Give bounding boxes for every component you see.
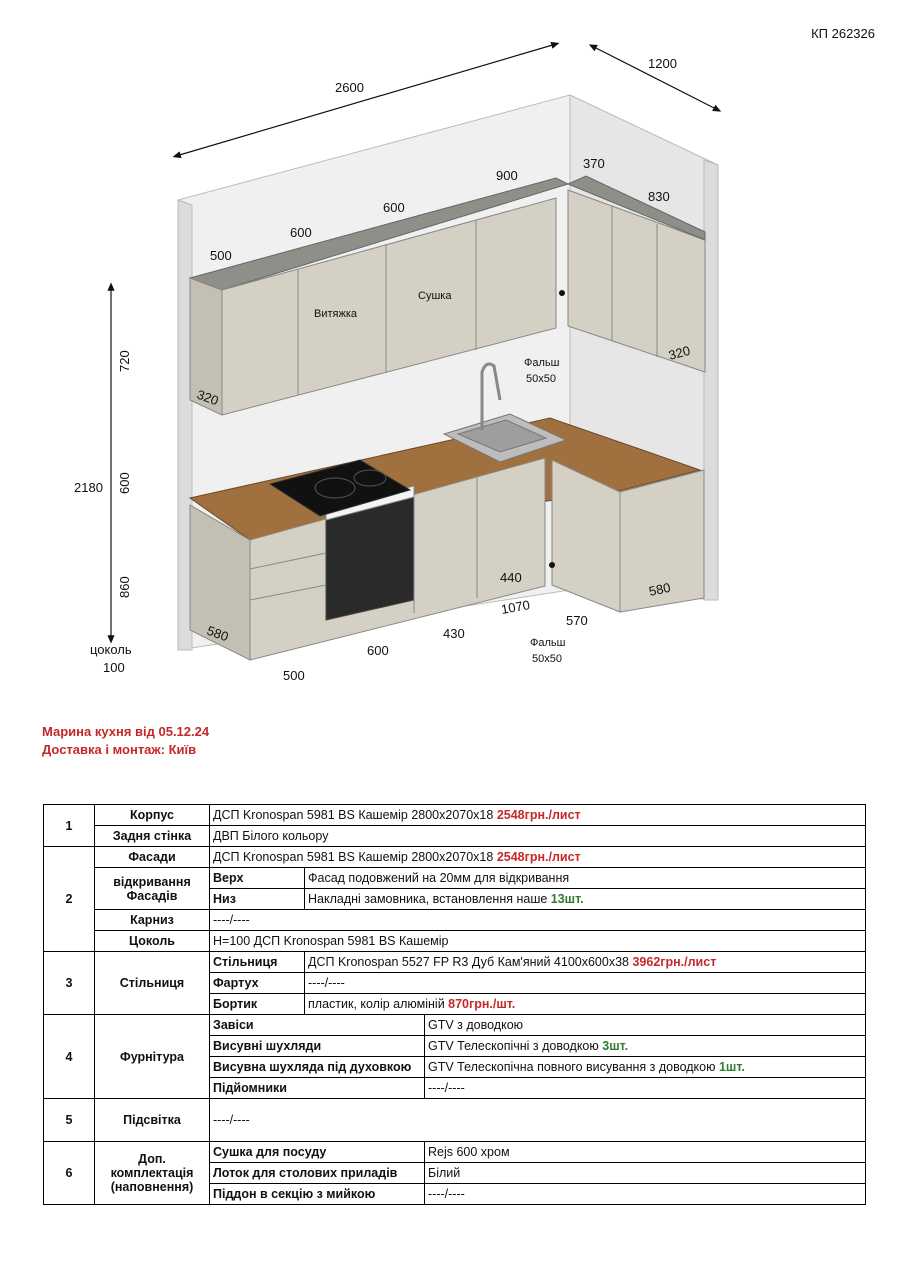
qty-text: 3шт. — [602, 1039, 629, 1053]
dim-height-600: 600 — [117, 472, 132, 494]
value-cell — [210, 847, 866, 868]
value-text: ДСП Kronospan 5981 BS Кашемір 2800х2070х18 — [213, 850, 497, 864]
dim-upper-600a: 600 — [383, 200, 405, 215]
dim-height-2180: 2180 — [74, 480, 103, 495]
subcategory-cell: Завіси — [210, 1015, 425, 1036]
table-row — [44, 805, 866, 826]
subcategory-cell: Сушка для посуду — [210, 1142, 425, 1163]
dim-base-600: 600 — [367, 643, 389, 658]
spec-table — [43, 804, 866, 1205]
qty-text: 1шт. — [718, 1060, 745, 1074]
plinth-label: цоколь — [90, 642, 132, 657]
dim-depth-580-right: 580 — [647, 579, 672, 599]
document-id: КП 262326 — [811, 26, 875, 41]
dim-base-570: 570 — [566, 613, 588, 628]
client-info: Марина кухня від 05.12.24 — [42, 724, 210, 739]
row-number: 3 — [44, 952, 95, 1015]
qty-text: 13шт. — [550, 892, 584, 906]
row-number: 1 — [44, 805, 95, 847]
dim-base-500: 500 — [283, 668, 305, 683]
price-text: 3962грн./лист — [632, 955, 717, 969]
subcategory-cell: Низ — [210, 889, 305, 910]
subcategory-cell: Висувні шухляди — [210, 1036, 425, 1057]
table-row — [44, 1142, 866, 1163]
dim-base-440: 440 — [500, 570, 522, 585]
filler-top-label-1: Фальш — [524, 357, 560, 369]
table-row — [44, 868, 866, 889]
value-cell: Н=100 ДСП Kronospan 5981 BS Кашемір — [210, 931, 866, 952]
subcategory-cell: Піддон в секцію з мийкою — [210, 1184, 425, 1205]
subcategory-cell: Фартух — [210, 973, 305, 994]
hood-label: Витяжка — [314, 308, 358, 320]
subcategory-cell: Лоток для столових приладів — [210, 1163, 425, 1184]
row-number: 6 — [44, 1142, 95, 1205]
delivery-info: Доставка і монтаж: Київ — [42, 742, 197, 757]
value-cell: GTV з доводкою — [425, 1015, 866, 1036]
dim-base-1070: 1070 — [499, 597, 532, 617]
value-text: GTV Телескопічні з доводкою — [428, 1039, 603, 1053]
category-cell: Корпус — [95, 805, 210, 826]
dim-total-length: 2600 — [335, 80, 364, 95]
filler-top-label-2: 50х50 — [526, 373, 556, 385]
value-cell: ----/---- — [425, 1078, 866, 1099]
category-cell: Цоколь — [95, 931, 210, 952]
category-cell: Стільниця — [95, 952, 210, 1015]
value-text: ДСП Kronospan 5527 FP R3 Дуб Кам'яний 4100х600х38 — [308, 955, 633, 969]
subcategory-cell: Верх — [210, 868, 305, 889]
value-cell: ДВП Білого кольору — [210, 826, 866, 847]
value-text: Накладні замовника, встановлення наше — [308, 892, 551, 906]
table-row — [44, 1099, 866, 1142]
price-text: 2548грн./лист — [496, 850, 581, 864]
table-row — [44, 952, 866, 973]
dim-upper-500: 500 — [210, 248, 232, 263]
value-cell — [425, 1057, 866, 1078]
dim-upper-900: 900 — [496, 168, 518, 183]
filler-bottom-label-2: 50х50 — [532, 653, 562, 665]
table-row — [44, 931, 866, 952]
subcategory-cell: Бортик — [210, 994, 305, 1015]
value-cell: ----/---- — [425, 1184, 866, 1205]
filler-bottom-label-1: Фальш — [530, 637, 566, 649]
dim-depth-580-left: 580 — [204, 622, 231, 645]
dim-depth-320-right: 320 — [666, 342, 692, 363]
value-text: GTV Телескопічна повного висування з доводкою — [428, 1060, 719, 1074]
row-number: 5 — [44, 1099, 95, 1142]
category-cell: відкривання Фасадів — [95, 868, 210, 910]
dim-side-830: 830 — [648, 189, 670, 204]
value-cell — [305, 952, 866, 973]
subcategory-cell: Стільниця — [210, 952, 305, 973]
row-number: 4 — [44, 1015, 95, 1099]
table-row — [44, 847, 866, 868]
value-cell — [210, 805, 866, 826]
subcategory-cell: Висувна шухляда під духовкою — [210, 1057, 425, 1078]
value-text: пластик, колір алюміній — [308, 997, 449, 1011]
value-cell — [425, 1036, 866, 1057]
dim-height-720: 720 — [117, 350, 132, 372]
category-cell: Доп. комплектація (наповнення) — [95, 1142, 210, 1205]
category-cell: Фасади — [95, 847, 210, 868]
plinth-value: 100 — [103, 660, 125, 675]
table-row — [44, 910, 866, 931]
value-cell — [305, 889, 866, 910]
value-text: ДСП Kronospan 5981 BS Кашемір 2800х2070х18 — [213, 808, 497, 822]
dim-height-860: 860 — [117, 576, 132, 598]
value-cell: Фасад подовжений на 20мм для відкривання — [305, 868, 866, 889]
category-cell: Задня стінка — [95, 826, 210, 847]
table-row — [44, 826, 866, 847]
subcategory-cell: Підйомники — [210, 1078, 425, 1099]
row-number: 2 — [44, 847, 95, 952]
dryer-label: Сушка — [418, 290, 452, 302]
dim-base-430: 430 — [443, 626, 465, 641]
value-cell: Білий — [425, 1163, 866, 1184]
category-cell: Підсвітка — [95, 1099, 210, 1142]
price-text: 2548грн./лист — [496, 808, 581, 822]
value-cell: ----/---- — [210, 910, 866, 931]
dim-depth-320-left: 320 — [194, 386, 221, 409]
category-cell: Карниз — [95, 910, 210, 931]
category-cell: Фурнітура — [95, 1015, 210, 1099]
value-cell: ----/---- — [210, 1099, 866, 1142]
value-cell — [305, 994, 866, 1015]
value-cell: Rejs 600 хром — [425, 1142, 866, 1163]
table-row — [44, 1015, 866, 1036]
price-text: 870грн./шт. — [448, 997, 516, 1011]
dim-corner-370: 370 — [583, 156, 605, 171]
dim-side-length: 1200 — [648, 56, 677, 71]
dim-upper-600b: 600 — [290, 225, 312, 240]
value-cell: ----/---- — [305, 973, 866, 994]
